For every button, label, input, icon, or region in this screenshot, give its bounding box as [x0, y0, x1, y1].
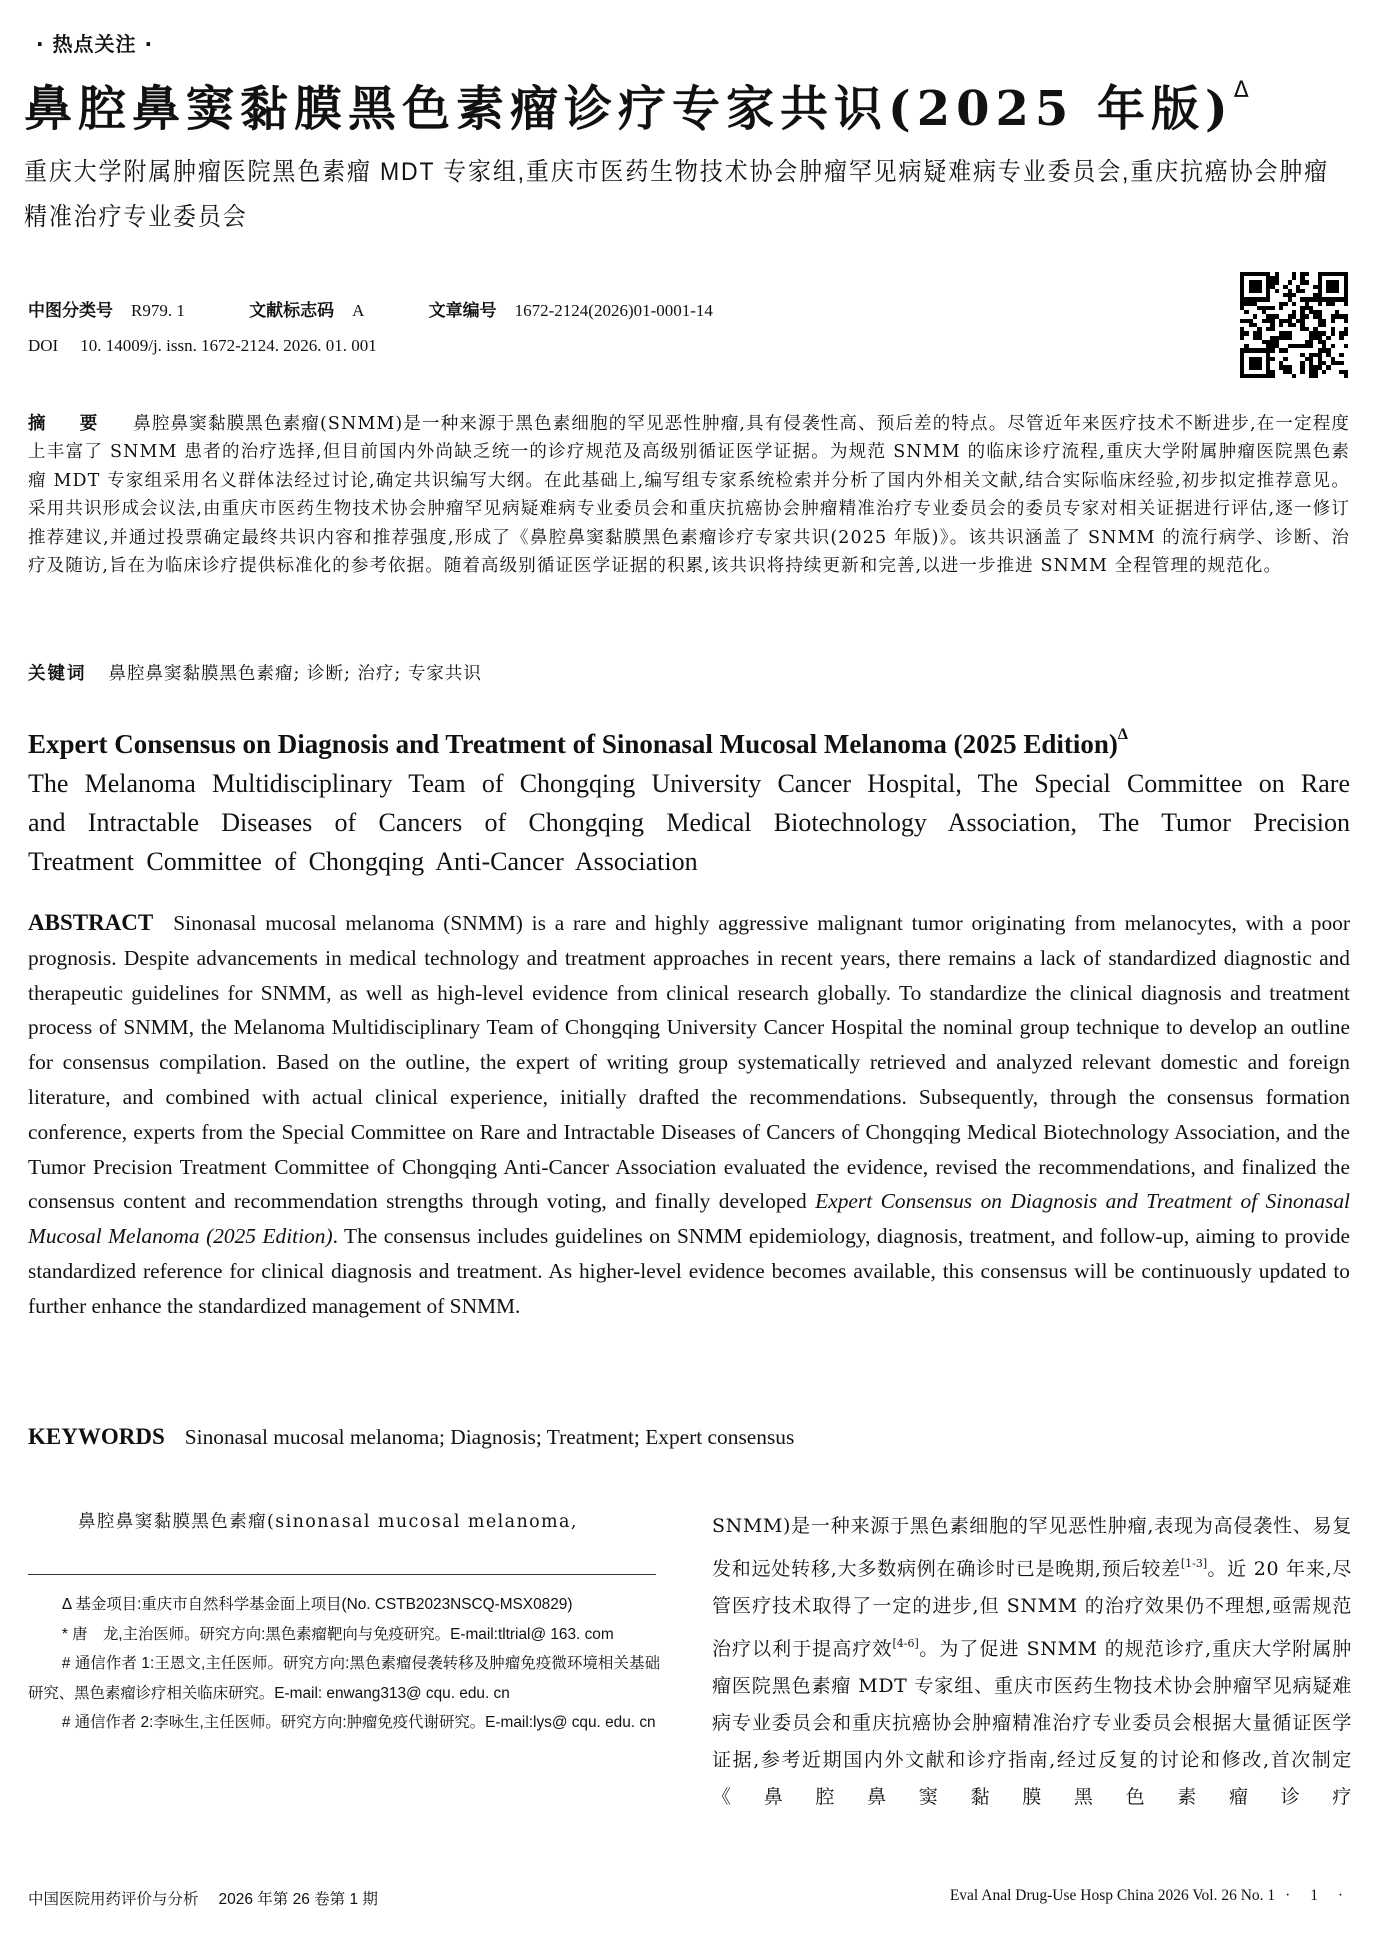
- english-abstract-italic-title: Expert Consensus on Diagnosis and Treatment of Sinonasal Mucosal Melanoma (2025 Edition): [28, 1189, 1350, 1249]
- clc-value: R979. 1: [131, 301, 185, 320]
- chinese-abstract-label: 摘 要: [28, 414, 112, 434]
- english-authors: The Melanoma Multidisciplinary Team of Chongqing University Cancer Hospital, The Special Committee on Rare and Intractable Diseases of Cancers of Chongqing Medical Biotechnology Association, The Tumor Precision Treatment Committee of Chongqing Anti-Cancer Association: [28, 769, 1350, 876]
- citation-1-3[interactable]: [1-3]: [1180, 1557, 1208, 1570]
- footnote-first-author: * 唐 龙,主治医师。研究方向:黑色素瘤靶向与免疫研究。E-mail:tltrial@ 163. com: [61, 1625, 614, 1643]
- chinese-keywords: [28, 660, 482, 685]
- issue-cn: 2026 年第 26 卷第 1 期: [218, 1891, 378, 1908]
- chinese-abstract: [28, 410, 1350, 580]
- journal-name-cn: 中国医院用药评价与分析: [28, 1891, 199, 1908]
- journal-name-en: Eval Anal Drug-Use Hosp China 2026 Vol. 26 No. 1: [949, 1887, 1276, 1904]
- english-keywords-label: KEYWORDS: [28, 1424, 165, 1449]
- body-intro-left: 鼻腔鼻窦黏膜黑色素瘤(sinonasal mucosal melanoma,: [78, 1512, 578, 1532]
- doi-value[interactable]: 10. 14009/j. issn. 1672-2124. 2026. 01. 001: [80, 336, 377, 355]
- body-right-column: [712, 1508, 1352, 1816]
- body-text-1: SNMM)是一种来源于黑色素细胞的罕见恶性肿瘤,表现为高侵袭性、易复发和远处转移,大多数病例在确诊时已是晚期,预后较差: [712, 1515, 1352, 1580]
- chinese-keywords-label: 关键词: [28, 664, 87, 684]
- footer-right: [950, 1887, 1351, 1905]
- doc-code-label: 文献标志码: [249, 301, 335, 321]
- citation-4-6[interactable]: [4-6]: [892, 1637, 919, 1650]
- clc-label: 中图分类号: [28, 301, 113, 321]
- classification-row: [28, 296, 713, 321]
- qr-module: [1344, 374, 1348, 378]
- qr-code-icon[interactable]: [1240, 272, 1348, 378]
- footnotes: [28, 1590, 660, 1738]
- body-text-3: 。为了促进 SNMM 的规范诊疗,重庆大学附属肿瘤医院黑色素瘤 MDT 专家组、重庆市医药生物技术协会肿瘤罕见病疑难病专业委员会和重庆抗癌协会肿瘤精准治疗专业委员会根据大量循证医学证据,参考近期国内外文献和诊疗指南,经过反复的讨论和修改,首次制定《鼻腔鼻窦黏膜黑色素瘤诊疗: [712, 1638, 1352, 1808]
- page-number: · 1 ·: [1285, 1887, 1351, 1904]
- english-funding-marker: Δ: [1117, 726, 1128, 743]
- english-title: [28, 726, 1128, 760]
- footer-left: [28, 1887, 378, 1909]
- english-abstract-text-1: Sinonasal mucosal melanoma (SNMM) is a rare and highly aggressive malignant tumor originating from melanocytes, with a poor prognosis. Despite advancements in medical technology and treatment approaches in recent years, there remains a lack of standardized diagnostic and therapeutic guidelines for SNMM, as well as high-level evidence from clinical research globally. To standardize the clinical diagnosis and treatment process of SNMM, the Melanoma Multidisciplinary Team of Chongqing University Cancer Hospital the nominal group technique to develop an outline for consensus compilation. Based on the outline, the expert of writing group systematically retrieved and analyzed relevant domestic and foreign literature, and combined with actual clinical experience, initially drafted the recommendations. Subsequently, through the consensus formation conference, experts from the Special Committee on Rare and Intractable Diseases of Cancers of Chongqing Medical Biotechnology Association, and the Tumor Precision Treatment Committee of Chongqing Anti-Cancer Association evaluated the evidence, revised the recommendations, and finalized the consensus content and recommendation strengths through voting, and finally developed: [28, 911, 1350, 1214]
- article-no-value: 1672-2124(2026)01-0001-14: [514, 301, 713, 320]
- section-tag: · 热点关注 ·: [36, 32, 154, 56]
- english-abstract: [28, 906, 1350, 1324]
- chinese-abstract-text: 鼻腔鼻窦黏膜黑色素瘤(SNMM)是一种来源于黑色素细胞的罕见恶性肿瘤,具有侵袭性高、预后差的特点。尽管近年来医疗技术不断进步,在一定程度上丰富了 SNMM 患者的治疗选择,但目前国内外尚缺乏统一的诊疗规范及高级别循证医学证据。为规范 SNMM 的临床诊疗流程,重庆大学附属肿瘤医院黑色素瘤 MDT 专家组采用名义群体法经过讨论,确定共识编写大纲。在此基础上,编写组专家系统检索并分析了国内外相关文献,结合实际临床经验,初步拟定推荐意见。采用共识形成会议法,由重庆市医药生物技术协会肿瘤罕见病疑难病专业委员会和重庆抗癌协会肿瘤精准治疗专业委员会的委员专家对相关证据进行评估,逐一修订推荐建议,并通过投票确定最终共识内容和推荐强度,形成了《鼻腔鼻窦黏膜黑色素瘤诊疗专家共识(2025 年版)》。该共识涵盖了 SNMM 的流行病学、诊断、治疗及随访,旨在为临床诊疗提供标准化的参考依据。随着高级别循证医学证据的积累,该共识将持续更新和完善,以进一步推进 SNMM 全程管理的规范化。: [28, 414, 1351, 577]
- footnote-corresponding-2: # 通信作者 2:李咏生,主任医师。研究方向:肿瘤免疫代谢研究。E-mail:lys@ cqu. edu. cn: [61, 1714, 656, 1731]
- chinese-title: [24, 70, 1249, 139]
- footnote-funding: Δ 基金项目:重庆市自然科学基金面上项目(No. CSTB2023NSCQ-MSX0829): [61, 1596, 573, 1613]
- english-title-text: Expert Consensus on Diagnosis and Treatment of Sinonasal Mucosal Melanoma (2025 Edition): [28, 729, 1118, 759]
- english-abstract-text-2: . The consensus includes guidelines on SNMM epidemiology, diagnosis, treatment, and follow-up, aiming to provide standardized reference for clinical diagnosis and treatment. As higher-level evidence becomes available, this consensus will be continuously updated to further enhance the standardized management of SNMM.: [28, 1224, 1351, 1318]
- doc-code-value: A: [352, 301, 365, 320]
- english-keywords-text: Sinonasal mucosal melanoma; Diagnosis; Treatment; Expert consensus: [184, 1425, 795, 1449]
- body-text-2: 。近 20 年来,尽管医疗技术取得了一定的进步,但 SNMM 的治疗效果仍不理想,亟需规范治疗以利于提高疗效: [712, 1558, 1352, 1660]
- chinese-authors: 重庆大学附属肿瘤医院黑色素瘤 MDT 专家组,重庆市医药生物技术协会肿瘤罕见病疑难病专业委员会,重庆抗癌协会肿瘤精准治疗专业委员会: [24, 158, 1330, 231]
- article-no-label: 文章编号: [428, 301, 497, 321]
- doi-row: [28, 336, 377, 356]
- footnote-corresponding-1: # 通信作者 1:王恩文,主任医师。研究方向:黑色素瘤侵袭转移及肿瘤免疫微环境相关基础研究、黑色素瘤诊疗相关临床研究。E-mail: enwang313@ cqu. edu. cn: [28, 1655, 660, 1702]
- funding-marker: Δ: [1233, 78, 1249, 103]
- footnote-divider: [28, 1574, 656, 1575]
- qr-code-grid: [1240, 272, 1348, 378]
- chinese-title-text: 鼻腔鼻窦黏膜黑色素瘤诊疗专家共识(2025 年版): [24, 81, 1234, 137]
- english-abstract-label: ABSTRACT: [28, 910, 154, 935]
- english-keywords: [28, 1424, 794, 1450]
- chinese-keywords-text: 鼻腔鼻窦黏膜黑色素瘤; 诊断; 治疗; 专家共识: [108, 664, 482, 684]
- doi-label: DOI: [28, 336, 59, 355]
